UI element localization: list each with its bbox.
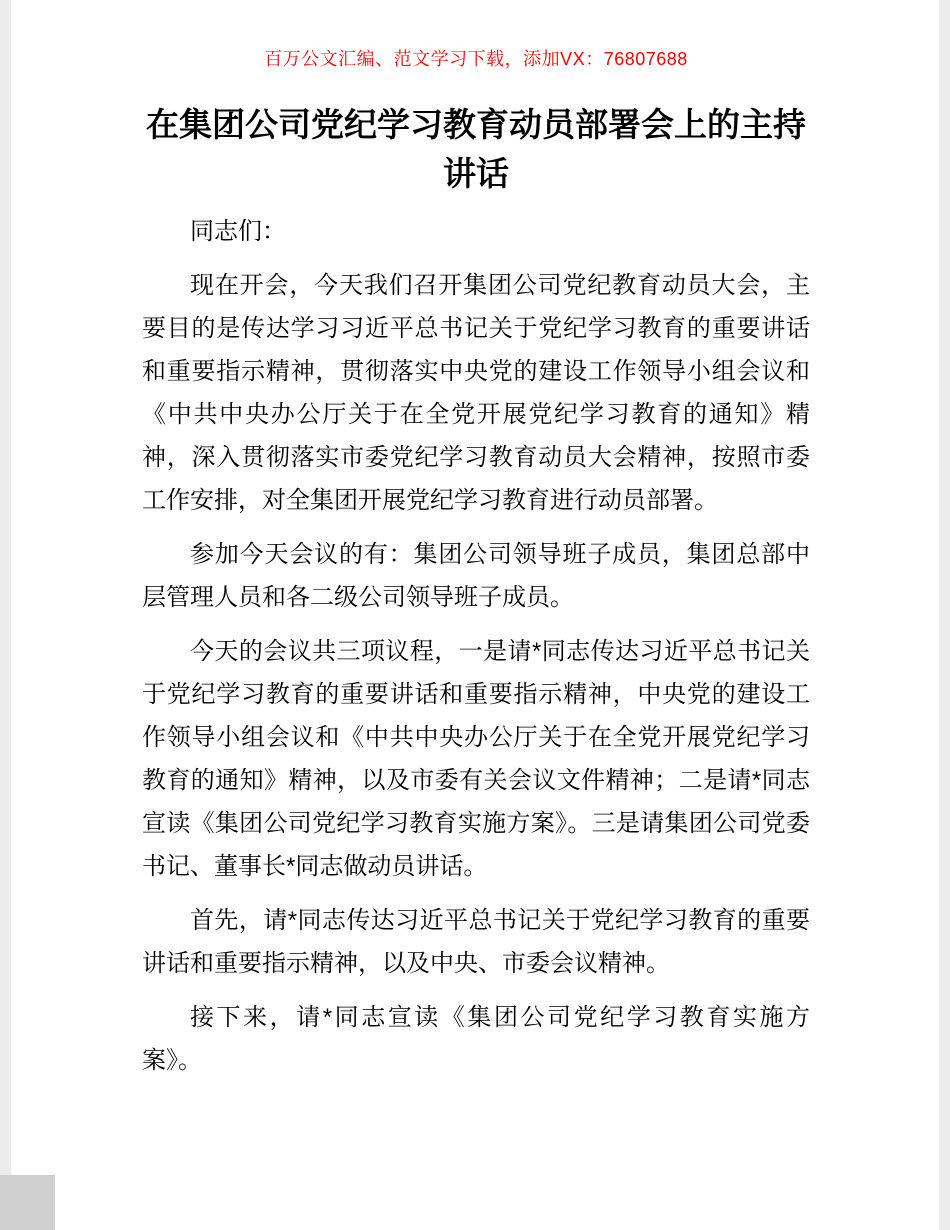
document-body [142,210,810,1082]
document-title: 在集团公司党纪学习教育动员部署会上的主持讲话 [146,106,806,192]
bottom-left-corner-block [0,1175,55,1230]
left-page-edge [0,0,11,1230]
paragraph: 首先，请*同志传达习近平总书记关于党纪学习教育的重要讲话和重要指示精神，以及中央、市委会议精神。 [142,907,810,977]
header-notice: 百万公文汇编、范文学习下载，添加VX：76807688 [264,49,688,69]
right-page-edge [939,0,950,1230]
paragraph: 今天的会议共三项议程，一是请*同志传达习近平总书记关于党纪学习教育的重要讲话和重要指示精神，中央党的建设工作领导小组会议和《中共中央办公厅关于在全党开展党纪学习教育的通知》精神，以及市委有关会议文件精神；二是请*同志宣读《集团公司党纪学习教育实施方案》。三是请集团公司党委书记、董事长*同志做动员讲话。 [142,638,810,880]
paragraph: 现在开会，今天我们召开集团公司党纪教育动员大会，主要目的是传达学习习近平总书记关于党纪学习教育的重要讲话和重要指示精神，贯彻落实中央党的建设工作领导小组会议和《中共中央办公厅关于在全党开展党纪学习教育的通知》精神，深入贯彻落实市委党纪学习教育动员大会精神，按照市委工作安排，对全集团开展党纪学习教育进行动员部署。 [142,272,810,514]
paragraph: 接下来，请*同志宣读《集团公司党纪学习教育实施方案》。 [142,1004,810,1074]
paragraph: 参加今天会议的有：集团公司领导班子成员，集团总部中层管理人员和各二级公司领导班子成员。 [142,541,810,611]
paragraph-salutation: 同志们： [190,218,286,245]
